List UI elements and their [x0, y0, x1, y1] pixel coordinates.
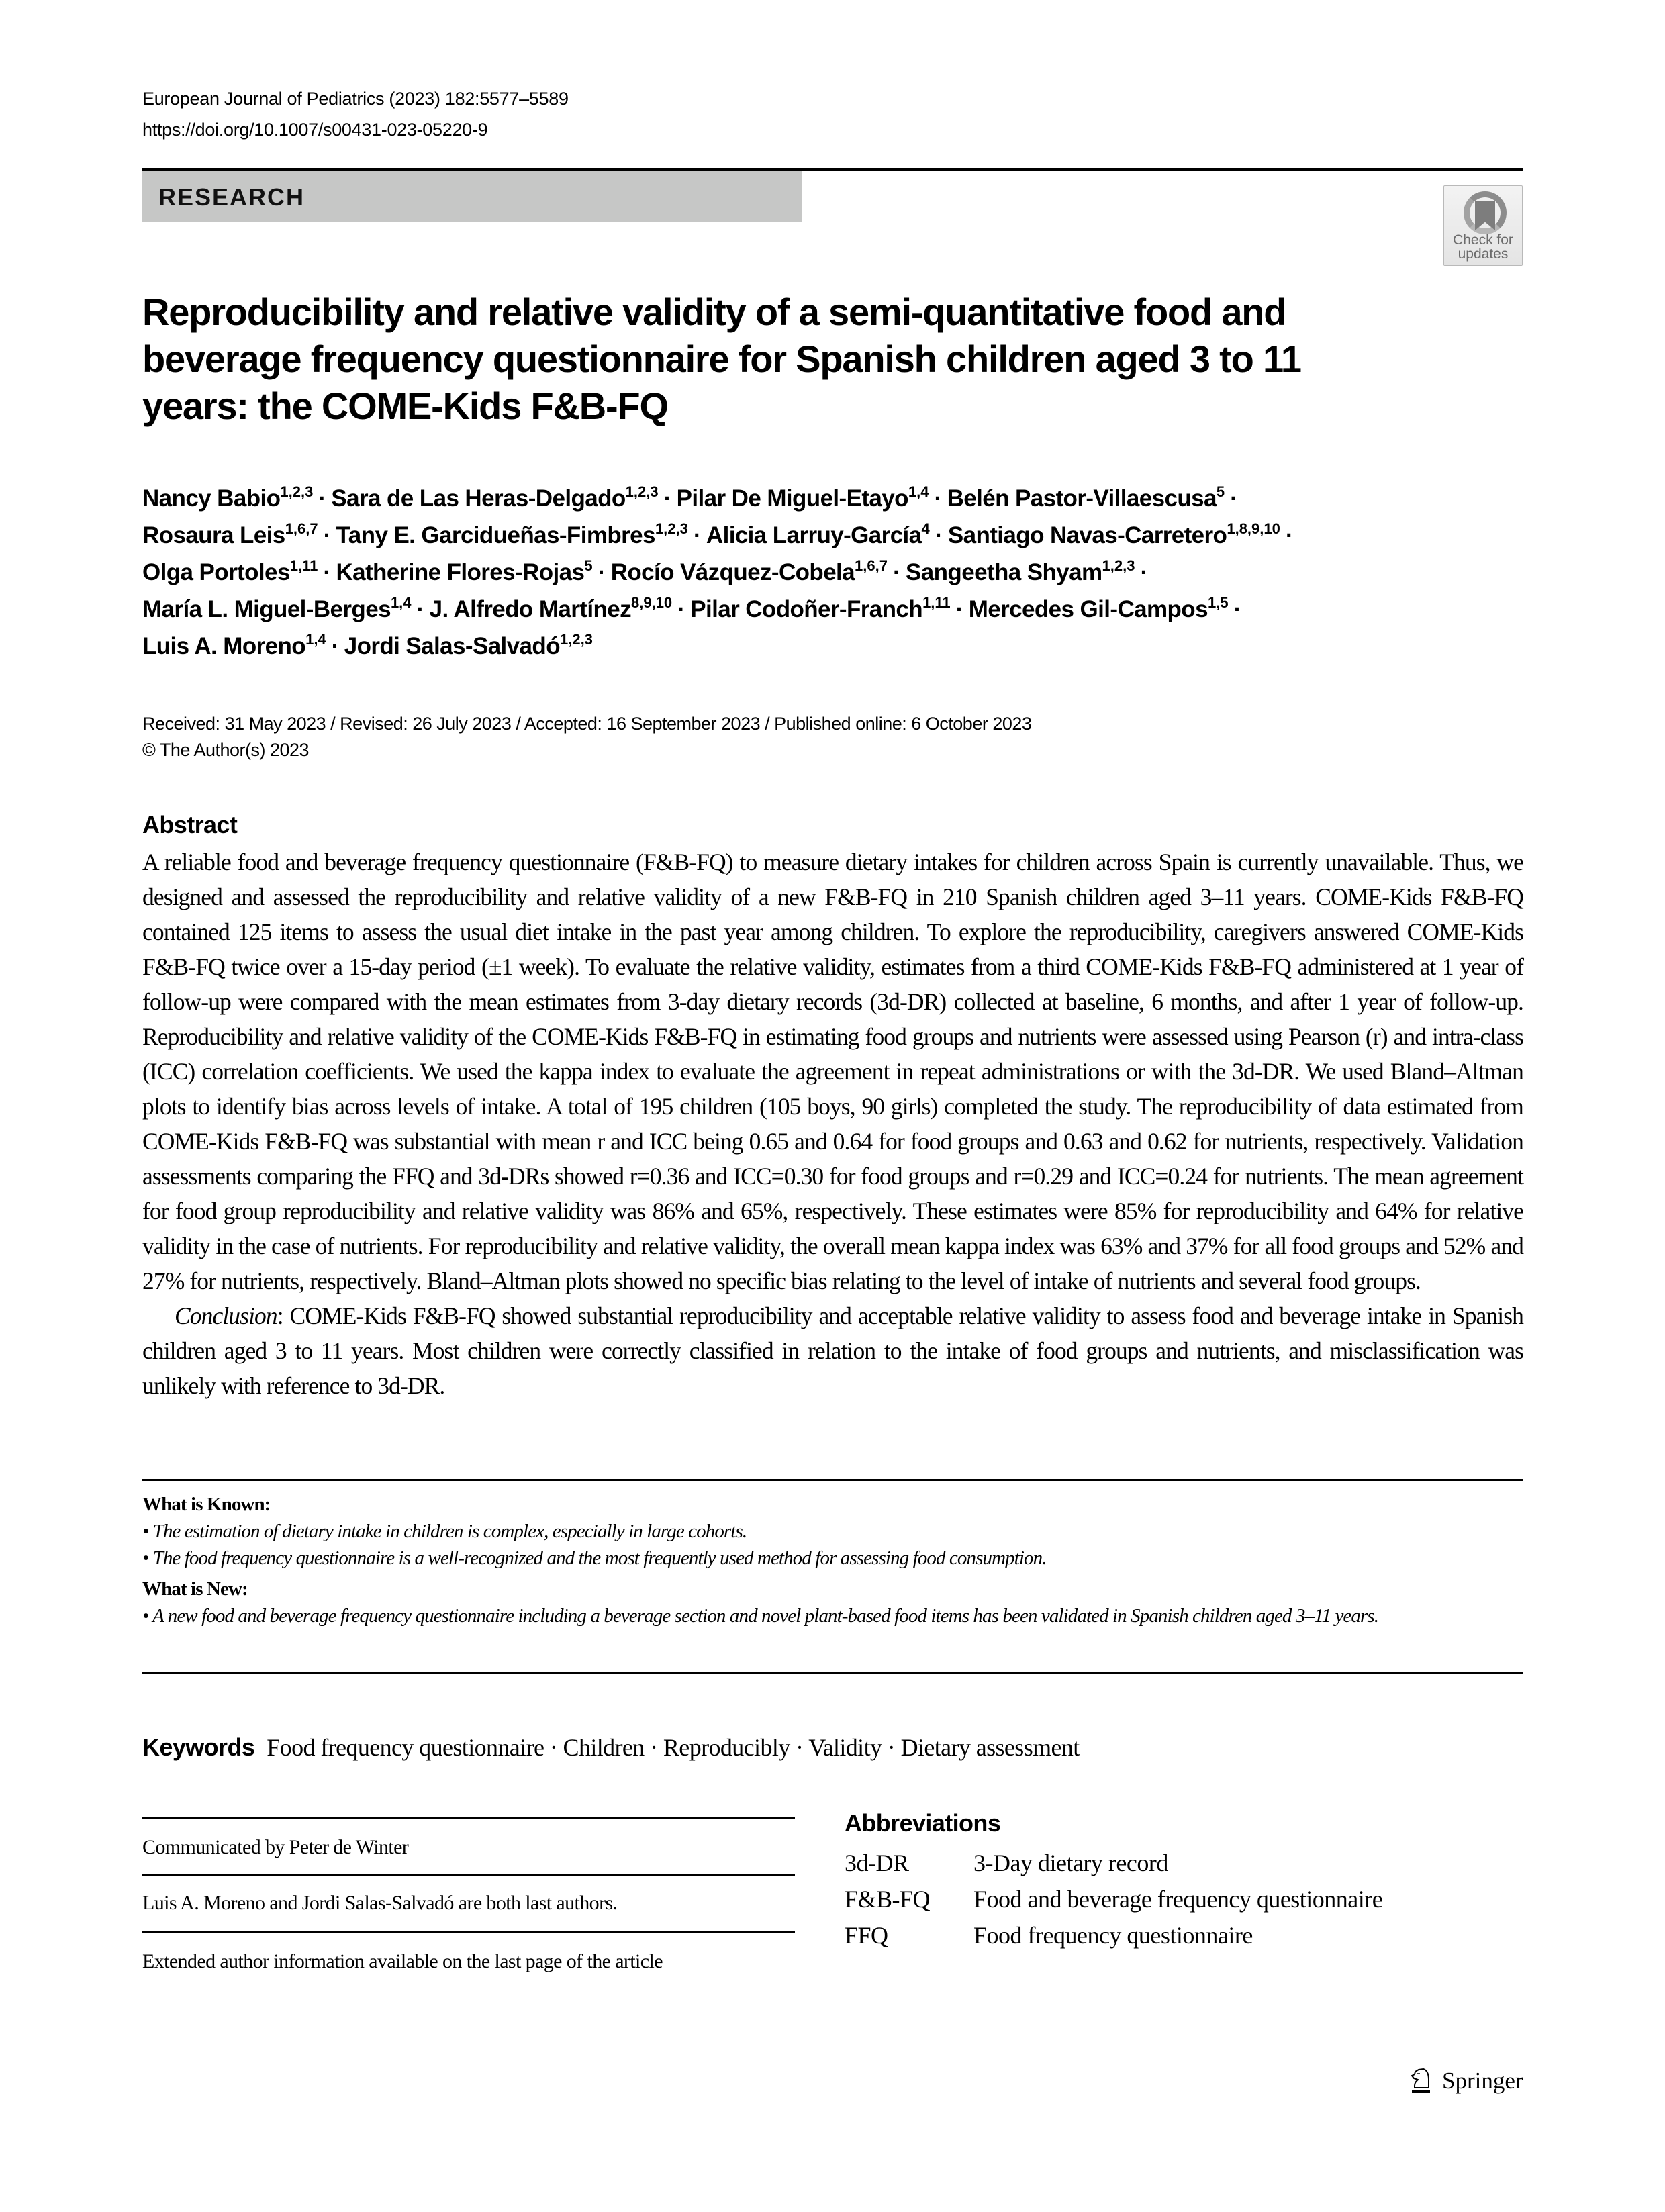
author-name[interactable]: [706, 522, 930, 548]
new-item: • A new food and beverage frequency questionnaire including a beverage section and novel plant-based food items has been validated in Spanish children aged 3–11 years.: [142, 1605, 1379, 1627]
author-separator: ·: [677, 596, 685, 622]
check-updates-line2: updates: [1458, 246, 1509, 262]
author-separator: ·: [892, 559, 901, 585]
author-separator: ·: [1230, 485, 1238, 512]
communicated-by-note: Communicated by Peter de Winter: [142, 1836, 409, 1858]
author-name-text: Pilar Codoñer-Franch: [690, 596, 923, 622]
conclusion-label: Conclusion: [175, 1302, 277, 1329]
author-name[interactable]: [142, 522, 318, 548]
author-name-text: Luis A. Moreno: [142, 633, 306, 659]
last-authors-note: Luis A. Moreno and Jordi Salas-Salvadó are both last authors.: [142, 1892, 618, 1914]
author-affiliation-marker: 1,6,7: [855, 557, 888, 574]
keywords-label: Keywords: [142, 1733, 255, 1761]
abbreviation-term: F&B-FQ: [845, 1886, 931, 1913]
author-name-text: Tany E. Garcidueñas-Fimbres: [336, 522, 655, 548]
keywords-text: Food frequency questionnaire · Children · Reproducibly · Validity · Dietary assessment: [267, 1734, 1080, 1761]
author-affiliation-marker: 1,4: [305, 631, 326, 648]
author-name-text: J. Alfredo Martínez: [429, 596, 631, 622]
footnote-rule: [142, 1817, 795, 1819]
author-name-text: Rocío Vázquez-Cobela: [610, 559, 855, 585]
author-affiliation-marker: 1,2,3: [655, 520, 688, 537]
what-is-new-heading: What is New:: [142, 1578, 248, 1600]
abbreviation-term: 3d-DR: [845, 1849, 909, 1876]
author-affiliation-marker: 8,9,10: [631, 594, 673, 611]
publication-history: Received: 31 May 2023 / Revised: 26 July 2023 / Accepted: 16 September 2023 / Published online: 6 October 2023: [142, 714, 1032, 734]
article-title: Reproducibility and relative validity of a semi-quantitative food and beverage frequency questionnaire for Spanish children aged 3 to 11 years: the COME-Kids F&B-FQ: [142, 291, 1301, 427]
author-name-text: Nancy Babio: [142, 485, 281, 512]
abbreviations-heading: Abbreviations: [845, 1809, 1001, 1837]
author-name[interactable]: [677, 485, 929, 512]
author-name[interactable]: [947, 485, 1225, 512]
journal-citation: European Journal of Pediatrics (2023) 182:5577–5589: [142, 89, 569, 109]
footnote-rule: [142, 1931, 795, 1933]
author-separator: ·: [318, 485, 326, 512]
author-separator: ·: [1233, 596, 1241, 622]
author-name[interactable]: [611, 559, 888, 585]
publisher-name: Springer: [1442, 2068, 1523, 2094]
author-affiliation-marker: 1,8,9,10: [1227, 520, 1280, 537]
keywords: [142, 1733, 1080, 1762]
article-type-label: RESEARCH: [158, 183, 305, 211]
footnote-rule: [142, 1874, 795, 1876]
author-name-text: Sangeetha Shyam: [906, 559, 1102, 585]
check-updates-line1: Check for: [1453, 232, 1513, 248]
highlights-bottom-rule: [142, 1672, 1523, 1674]
author-name[interactable]: [331, 485, 658, 512]
known-item: • The estimation of dietary intake in children is complex, especially in large cohorts.: [142, 1521, 747, 1542]
author-name[interactable]: [336, 522, 688, 548]
author-separator: ·: [1285, 522, 1293, 548]
abstract-body: [142, 845, 1523, 1403]
author-name[interactable]: [969, 596, 1229, 622]
author-affiliation-marker: 1,2,3: [1102, 557, 1135, 574]
abbreviation-row: [845, 1845, 1382, 1881]
abbreviation-definition: Food frequency questionnaire: [973, 1922, 1253, 1949]
highlights-top-rule: [142, 1479, 1523, 1481]
author-affiliation-marker: 1,11: [922, 594, 951, 611]
known-item: • The food frequency questionnaire is a well-recognized and the most frequently used method for assessing food consumption.: [142, 1547, 1047, 1569]
abbreviation-row: [845, 1917, 1382, 1954]
author-name-text: Sara de Las Heras-Delgado: [331, 485, 626, 512]
abbreviation-row: [845, 1881, 1382, 1917]
author-affiliation-marker: 1,2,3: [625, 483, 659, 500]
author-name-text: Jordi Salas-Salvadó: [344, 633, 560, 659]
conclusion-text: : COME-Kids F&B-FQ showed substantial reproducibility and acceptable relative validity to assess food and beverage intake in Spanish children aged 3 to 11 years. Most children were correctly classified in relation to the intake of food groups and nutrients, and misclassification was unlikely with reference to 3d-DR.: [142, 1302, 1523, 1399]
author-name[interactable]: [142, 596, 412, 622]
abstract-conclusion: [142, 1298, 1523, 1403]
author-name-text: Mercedes Gil-Campos: [968, 596, 1208, 622]
author-separator: ·: [934, 485, 942, 512]
author-separator: ·: [331, 633, 339, 659]
author-name-text: Olga Portoles: [142, 559, 290, 585]
author-name[interactable]: [142, 559, 318, 585]
author-affiliation-marker: 5: [584, 557, 593, 574]
extended-author-info-note: Extended author information available on the last page of the article: [142, 1950, 663, 1972]
author-separator: ·: [323, 522, 331, 548]
highlights-box: [142, 1491, 1523, 1629]
author-name-text: Pilar De Miguel-Etayo: [676, 485, 908, 512]
what-is-known-heading: What is Known:: [142, 1494, 271, 1515]
author-affiliation-marker: 1,2,3: [559, 631, 593, 648]
author-separator: ·: [955, 596, 963, 622]
author-name-text: Katherine Flores-Rojas: [336, 559, 585, 585]
author-affiliation-marker: 1,4: [908, 483, 929, 500]
doi-link[interactable]: https://doi.org/10.1007/s00431-023-05220-9: [142, 119, 488, 140]
author-affiliation-marker: 1,5: [1207, 594, 1229, 611]
author-name-text: Santiago Navas-Carretero: [947, 522, 1227, 548]
author-separator: ·: [598, 559, 606, 585]
author-name[interactable]: [948, 522, 1280, 548]
author-name-text: Rosaura Leis: [142, 522, 285, 548]
author-separator: ·: [323, 559, 331, 585]
author-separator: ·: [935, 522, 943, 548]
author-name[interactable]: [690, 596, 950, 622]
author-name[interactable]: [142, 485, 313, 512]
author-affiliation-marker: 1,6,7: [285, 520, 318, 537]
article-type-band: [142, 171, 802, 222]
author-name[interactable]: [906, 559, 1135, 585]
author-list: [142, 480, 1525, 665]
author-affiliation-marker: 1,11: [289, 557, 318, 574]
author-name-text: Alicia Larruy-García: [706, 522, 922, 548]
abbreviation-term: FFQ: [845, 1922, 888, 1949]
author-name-text: Belén Pastor-Villaescusa: [947, 485, 1217, 512]
author-separator: ·: [416, 596, 424, 622]
copyright-notice: © The Author(s) 2023: [142, 740, 310, 760]
author-affiliation-marker: 1,2,3: [280, 483, 314, 500]
author-name[interactable]: [430, 596, 673, 622]
author-separator: ·: [663, 485, 671, 512]
check-for-updates-button[interactable]: [1443, 185, 1523, 266]
abstract-paragraph: A reliable food and beverage frequency questionnaire (F&B-FQ) to measure dietary intakes for children across Spain is currently unavailable. Thus, we designed and assessed the reproducibility and relative validity of a new F&B-FQ in 210 Spanish children aged 3–11 years. COME-Kids F&B-FQ contained 125 items to assess the usual diet intake in the past year among children. To explore the reproducibility, caregivers answered COME-Kids F&B-FQ twice over a 15-day period (±1 week). To evaluate the relative validity, estimates from a third COME-Kids F&B-FQ administered at 1 year of follow-up were compared with the mean estimates from 3-day dietary records (3d-DR) collected at baseline, 6 months, and after 1 year of follow-up. Reproducibility and relative validity of the COME-Kids F&B-FQ in estimating food groups and nutrients were assessed using Pearson (r) and intra-class (ICC) correlation coefficients. We used the kappa index to evaluate the agreement in repeat administrations or with the 3d-DR. We used Bland–Altman plots to identify bias across levels of intake. A total of 195 children (105 boys, 90 girls) completed the study. The reproducibility of data estimated from COME-Kids F&B-FQ was substantial with mean r and ICC being 0.65 and 0.64 for food groups and 0.63 and 0.62 for nutrients, respectively. Validation assessments comparing the FFQ and 3d-DRs showed r=0.36 and ICC=0.30 for food groups and r=0.29 and ICC=0.24 for nutrients. The mean agreement for food group reproducibility and relative validity was 86% and 65%, respectively. These estimates were 85% for reproducibility and 64% for relative validity in the case of nutrients. For reproducibility and relative validity, the overall mean kappa index was 63% and 37% for all food groups and 52% and 27% for nutrients, respectively. Bland–Altman plots showed no specific bias relating to the level of intake of nutrients and several food groups.: [142, 849, 1523, 1294]
publisher-logo: [1409, 2068, 1523, 2095]
author-affiliation-marker: 4: [921, 520, 930, 537]
author-name[interactable]: [344, 633, 593, 659]
author-affiliation-marker: 1,4: [390, 594, 412, 611]
springer-knight-icon: [1409, 2068, 1433, 2095]
author-name[interactable]: [142, 633, 326, 659]
abstract-heading: Abstract: [142, 811, 238, 838]
author-separator: ·: [693, 522, 701, 548]
author-affiliation-marker: 5: [1216, 483, 1225, 500]
abbreviation-definition: Food and beverage frequency questionnaire: [973, 1886, 1383, 1913]
author-name[interactable]: [336, 559, 592, 585]
author-separator: ·: [1140, 559, 1148, 585]
abbreviations-list: [845, 1845, 1382, 1954]
abbreviation-definition: 3-Day dietary record: [973, 1849, 1168, 1876]
author-name-text: María L. Miguel-Berges: [142, 596, 391, 622]
